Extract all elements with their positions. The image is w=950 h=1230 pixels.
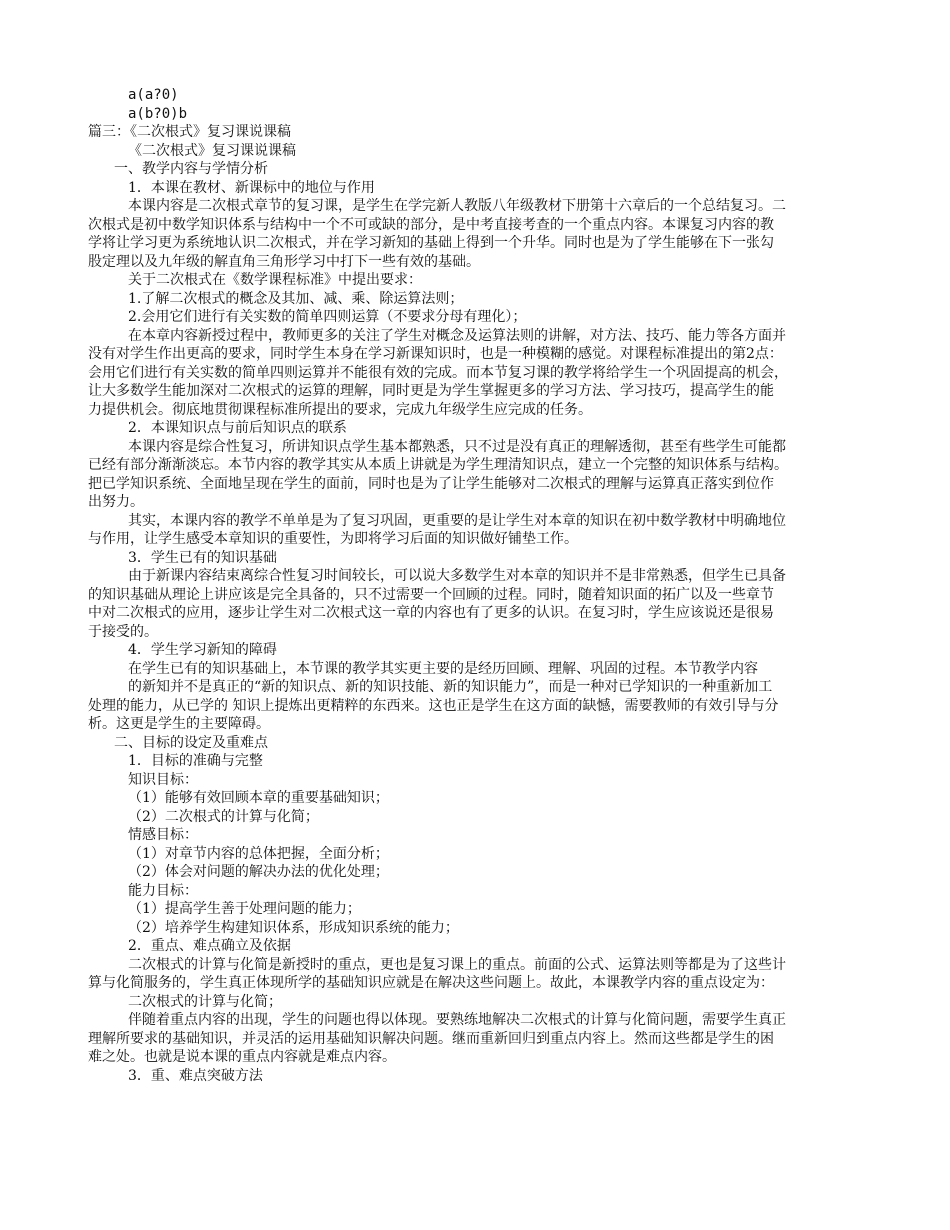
document-title: 《二次根式》复习课说课稿	[128, 142, 296, 159]
requirement-2: 2.会用它们进行有关实数的简单四则运算（不要求分母有理化）；	[128, 309, 527, 325]
paragraph-6-line-2: 的知识基础从理论上讲应该是完全具备的，只不过需要一个回顾的过程。同时，随着知识面的拓广以及一些章节	[88, 586, 774, 603]
emotion-goal-1: （1）对章节内容的总体把握，全面分析；	[128, 845, 389, 862]
subheading-goals: 1．目标的准确与完整	[128, 753, 263, 769]
paragraph-4-line-4: 出努力。	[88, 494, 144, 510]
knowledge-goal-1: （1）能够有效回顾本章的重要基础知识；	[128, 790, 389, 806]
paragraph-9-line-2: 算与化简服务的，学生真正体现所学的基础知识应就是在解决这些问题上。故此，本课教学内容的重点设定为：	[88, 975, 774, 991]
paragraph-3-line-3: 会用它们进行有关实数的简单四则运算并不能很有效的完成。而本节复习课的教学将给学生一个巩固提高的机会，	[88, 364, 788, 381]
subheading-prior-knowledge: 3．学生已有的知识基础	[128, 549, 277, 566]
subheading-breakthrough-methods: 3．重、难点突破方法	[128, 1067, 263, 1084]
paragraph-1-line-3: 学将让学习更为系统地认识二次根式，并在学习新知的基础上得到一个升华。同时也是为了学生能够在下一张勾	[88, 235, 774, 251]
paragraph-7: 在学生已有的知识基础上，本节课的教学其实更主要的是经历回顾、理解、巩固的过程。本节教学内容	[128, 660, 758, 677]
subheading-position-role: 1．本课在教材、新课标中的地位与作用	[128, 179, 375, 196]
emotion-goals-label: 情感目标：	[128, 827, 198, 843]
paragraph-11-line-1: 伴随着重点内容的出现，学生的问题也得以体现。要熟练地解决二次根式的计算与化简问题，需要学生真正	[128, 1012, 786, 1028]
paragraph-4-line-1: 本课内容是综合性复习，所讲知识点学生基本都熟悉，只不过是没有真正的理解透彻，甚至有些学生可能都	[128, 438, 786, 455]
requirement-1: 1.了解二次根式的概念及其加、减、乘、除运算法则；	[128, 290, 464, 307]
ability-goal-2: （2）培养学生构建知识体系，形成知识系统的能力；	[128, 919, 459, 936]
paragraph-1-line-1: 本课内容是二次根式章节的复习课，是学生在学完新人教版八年级教材下册第十六章后的一个总结复习。二	[128, 198, 786, 214]
paragraph-6-line-1: 由于新课内容结束离综合性复习时间较长，可以说大多数学生对本章的知识并不是非常熟悉，但学生已具备	[128, 568, 786, 584]
formula-line-2: a(b?0)b	[128, 105, 188, 122]
paragraph-3-line-4: 让大多数学生能加深对二次根式的运算的理解，同时更是为学生掌握更多的学习方法、学习技巧，提高学生的能	[88, 383, 774, 399]
ability-goals-label: 能力目标：	[128, 882, 198, 899]
paragraph-6-line-4: 于接受的。	[88, 623, 158, 640]
heading-part-2: 二、目标的设定及重难点	[114, 734, 268, 751]
emotion-goal-2: （2）体会对问题的解决办法的优化处理；	[128, 864, 389, 880]
paragraph-10: 二次根式的计算与化简；	[128, 993, 282, 1010]
paragraph-3-line-5: 力提供机会。彻底地贯彻课程标准所提出的要求，完成九年级学生应完成的任务。	[88, 401, 592, 418]
subheading-key-difficult: 2．重点、难点确立及依据	[128, 938, 291, 954]
heading-part-1: 一、教学内容与学情分析	[114, 161, 268, 177]
paragraph-8-line-1: 的新知并不是真正的“新的知识点、新的知识技能、新的知识能力”，而是一种对已学知识的一种重新加工	[128, 679, 773, 695]
paragraph-4-line-2: 已经有部分渐渐淡忘。本节内容的教学其实从本质上讲就是为学生理清知识点，建立一个完整的知识体系与结构。	[88, 457, 788, 473]
paragraph-8-line-3: 析。这更是学生的主要障碍。	[88, 716, 270, 732]
paragraph-2: 关于二次根式在《数学课程标准》中提出要求：	[128, 272, 422, 288]
knowledge-goals-label: 知识目标：	[128, 771, 198, 788]
ability-goal-1: （1）提高学生善于处理问题的能力；	[128, 901, 361, 917]
section-heading: 篇三：《二次根式》复习课说课稿	[88, 124, 291, 140]
paragraph-11-line-3: 难之处。也就是说本课的重点内容就是难点内容。	[88, 1049, 396, 1065]
document-body	[88, 86, 860, 1085]
paragraph-3-line-1: 在本章内容新授过程中，教师更多的关注了学生对概念及运算法则的讲解，对方法、技巧、能力等各方面并	[128, 327, 786, 344]
paragraph-9-line-1: 二次根式的计算与化简是新授时的重点，更也是复习课上的重点。前面的公式、运算法则等都是为了这些计	[128, 956, 786, 973]
paragraph-11-line-2: 理解所要求的基础知识，并灵活的运用基础知识解决问题。继而重新回归到重点内容上。然而这些都是学生的困	[88, 1030, 774, 1047]
paragraph-3-line-2: 没有对学生作出更高的要求，同时学生本身在学习新课知识时，也是一种模糊的感觉。对课程标准提出的第2点：	[88, 346, 783, 362]
paragraph-6-line-3: 中对二次根式的应用，逐步让学生对二次根式这一章的内容也有了更多的认识。在复习时，学生应该说还是很易	[88, 605, 774, 621]
subheading-knowledge-links: 2．本课知识点与前后知识点的联系	[128, 420, 347, 436]
paragraph-8-line-2: 处理的能力，从已学的 知识上提炼出更精粹的东西来。这也正是学生在这方面的缺憾，需要教师的有效引导与分	[88, 697, 779, 714]
knowledge-goal-2: （2）二次根式的计算与化简；	[128, 808, 319, 825]
paragraph-5-line-2: 与作用，让学生感受本章知识的重要性，为即将学习后面的知识做好铺垫工作。	[88, 531, 578, 547]
paragraph-1-line-2: 次根式是初中数学知识体系与结构中一个不可或缺的部分，是中考直接考查的一个重点内容。本课复习内容的教	[88, 216, 774, 233]
subheading-learning-obstacles: 4．学生学习新知的障碍	[128, 642, 277, 658]
paragraph-1-line-4: 股定理以及九年级的解直角三角形学习中打下一些有效的基础。	[88, 253, 480, 270]
paragraph-4-line-3: 把已学知识系统、全面地呈现在学生的面前，同时也是为了让学生能够对二次根式的理解与运算真正落实到位作	[88, 475, 774, 492]
formula-line-1: a(a?0)	[128, 87, 179, 103]
paragraph-5-line-1: 其实，本课内容的教学不单单是为了复习巩固，更重要的是让学生对本章的知识在初中数学教材中明确地位	[128, 512, 786, 529]
